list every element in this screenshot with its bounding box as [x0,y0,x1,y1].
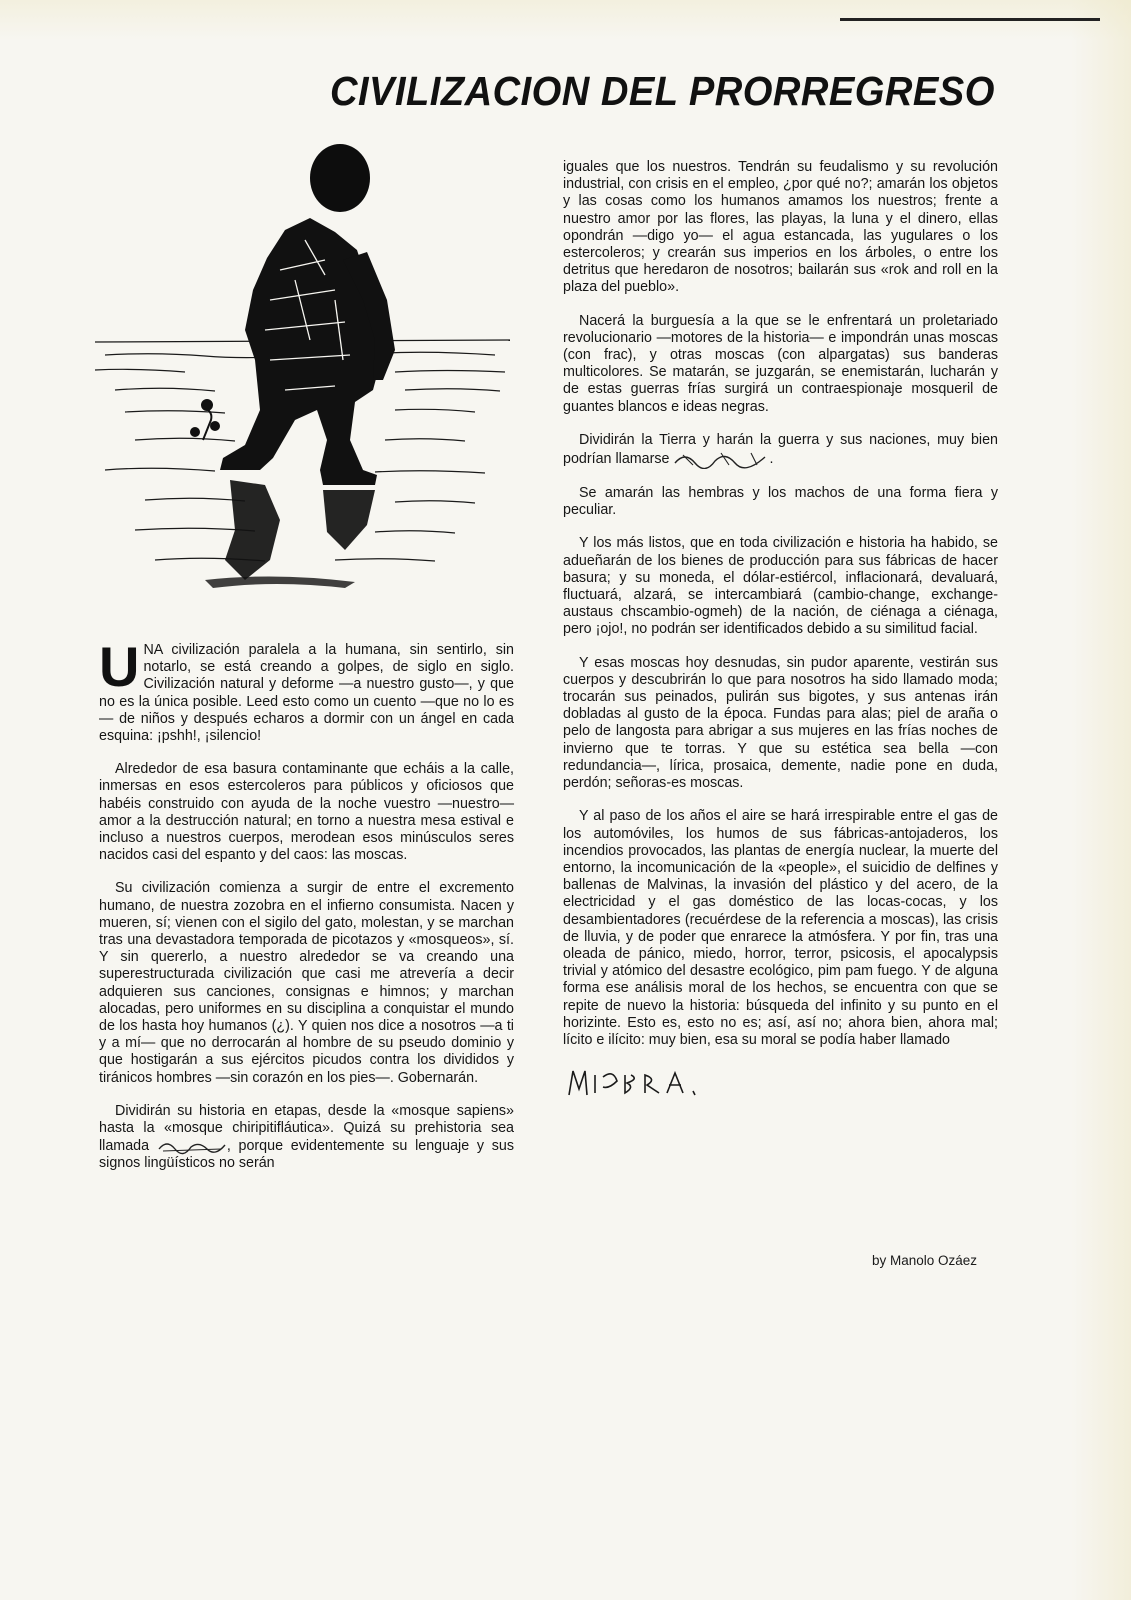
paragraph-11-text: Y al paso de los años el aire se hará irrespirable entre el gas de los automóviles, los humos de sus fábricas-antojaderos, los incendios provocados, las plantas de energía nuclear, la muerte del entorno, la incomunicación de la «people», el suicidio de delfines y ballenas de Malvinas, la invasión del plástico y del acero, de la electricidad y el gas doméstico de las locas-cocas, y los desambientadores (recuérdese de la referencia a moscas), las crisis de lluvia, y de poder que enrarece la atmósfera. Y por fin, tras una oleada de pánico, miedo, horror, terror, psicosis, el apocalypsis trivial y atómico del desastre ecológico, pim pam fuego. Y de alguna forma ese análisis moral de los hechos, se encuentra con que se repite de nuevo la historia: búsqueda del infinito y su punto en el horizinte. Esto es, esto no es; así, así no; ahora bien, ahora mal; lícito e ilícito: muy bien, esa su moral se podía haber llamado [563,808,998,1048]
paragraph-7-text-b: . [769,450,774,467]
right-column [563,159,998,1099]
paragraph-4-text-a: Dividirán su historia en etapas, desde la «mosque sapiens» hasta la «mosque chiripitifláutica». Quizá su prehistoria sea llamada [99,1102,514,1155]
left-column [99,635,514,1188]
paragraph-7-text-a: Dividirán la Tierra y harán la guerra y sus naciones, muy bien podrían llamarse [563,431,998,467]
black-sun-icon [310,144,370,212]
byline: by Manolo Ozáez [872,1253,978,1268]
handwritten-scribble-icon [157,1137,227,1155]
drop-cap: U [99,635,140,698]
paragraph-9: Y los más listos, que en toda civilización e historia ha habido, se adueñarán de los bienes de producción para sus fábricas de hacer basura; y su moneda, el dólar-estiércol, inflacionará, devaluará, fluctuará, alzará, se intercambiará (cambio-change, exchange-austaus chscambio-ogmeh) de la nación, de ciénaga a ciénaga, pero ¡ojo!, no podrán ser identificados debido a su similitud facial. [563,535,998,638]
paragraph-1-text: NA civilización paralela a la humana, sin sentirlo, sin notarlo, se está creando a golpes, de siglo en siglo. Civilización natural y deforme —a nuestro gusto—, y que no es la única posible. Leed esto como un cuento —que no lo es— de niños y después echaros a dormir con un ángel en cada esquina: ¡pshh!, ¡silencio! [99,642,514,745]
top-rule [840,18,1100,21]
paragraph-10: Y esas moscas hoy desnudas, sin pudor aparente, vestirán sus cuerpos y descubrirán lo que para nosotros ha sido llamado moda; trocarán sus peinados, pulirán sus bigotes, y sus antenas irán dobladas al gusto de la época. Fundas para alas; piel de araña o pelo de langosta para abrigar a sus mujeres en las frías noches de invierno que te torras. Y que su estética sea bella —con redundancia—, lírica, prosaica, demente, nadie pone en duda, perdón; señoras-es moscas. [563,654,998,792]
handwritten-signature-icon [563,1065,733,1099]
paper-edge-shading [1071,0,1131,1600]
article-title: CIVILIZACION DEL PRORREGRESO [330,68,995,114]
paragraph-3: Su civilización comienza a surgir de entre el excremento humano, de nuestra zozobra en el infierno consumista. Nacen y mueren, sí; vienen con el sigilo del gato, molestan, y se marchan tras una devastadora temporada de picotazos y «mosqueos», sí. Y sin quererlo, a nuestro alrededor se va creando una superestructurada civilización que casi me atrevería a decir adquieren sus canciones, consignas e himnos; y marchan alocadas, pero uniformes en su disciplina a conquistar el mundo de los hasta hoy humanos (¿). Y quien nos dice a nosotros —a ti y a mí— que no derrocarán al hombre de su pseudo dominio y que hostigarán a sus ejércitos picudos contra los divididos y tiránicos hombres —sin corazón en los pies—. Gobernarán. [99,880,514,1086]
paragraph-2: Alrededor de esa basura contaminante que echáis a la calle, inmersas en esos estercoleros para públicos y oficiosos que habéis construido con ayuda de la noche vuestro —nuestro— amor a la destrucción natural; en torno a nuestra mesa estival e incluso a nuestros cuerpos, merodean esos minúsculos seres nacidos casi del espanto y del caos: las moscas. [99,761,514,864]
paragraph-7 [563,432,998,469]
paragraph-4 [99,1103,514,1173]
illustration-walking-figure [95,140,515,620]
handwritten-scribble-icon [673,449,769,469]
paragraph-11 [563,808,998,1049]
paragraph-6: Nacerá la burguesía a la que se le enfrentará un proletariado revolucionario —motores de la historia— e impondrán unas moscas (con frac), y otras moscas (con alpargatas) sus banderas multicolores. Se matarán, se juzgarán, se enemistarán, lucharán y de estas guerras frías surgirá un contraespionaje mosqueril de guantes blancos e ideas negras. [563,312,998,415]
paragraph-4-text-b: , porque evidentemente su lenguaje y sus signos lingüísticos no serán [99,1138,514,1172]
paragraph-8: Se amarán las hembras y los machos de una forma fiera y peculiar. [563,485,998,519]
paragraph-1 [99,635,514,745]
paragraph-5: iguales que los nuestros. Tendrán su feudalismo y su revolución industrial, con crisis en el empleo, ¿por qué no?; amarán los objetos y las cosas como los humanos amamos los nuestros; frente a nuestro amor por las flores, las playas, la luna y el dinero, ellas opondrán —digo yo— el agua estancada, las yugulares o los estercoleros; y crearán sus imperios en los árboles, o entre los detritus que heredaron de nosotros; bailarán sus «rok and roll en la plaza del pueblo». [563,159,998,296]
